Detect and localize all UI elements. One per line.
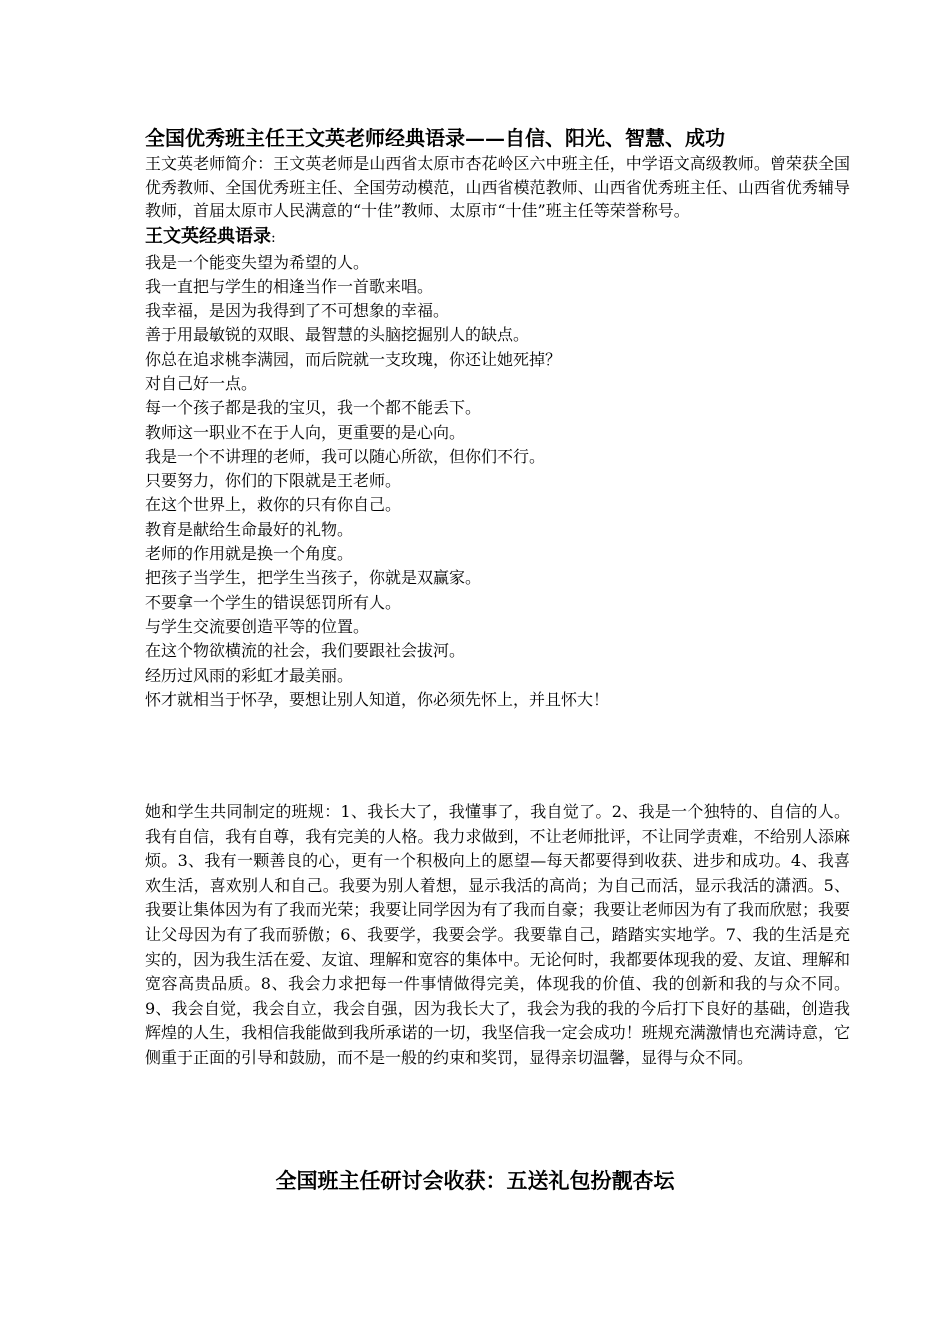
article-top-section: [145, 124, 850, 712]
quote-item: 我是一个能变失望为希望的人。: [145, 252, 370, 272]
quote-item: 只要努力，你们的下限就是王老师。: [145, 471, 402, 491]
quote-item: 在这个物欲横流的社会，我们要跟社会拔河。: [145, 641, 466, 661]
quote-item: 教师这一职业不在于人向，更重要的是心向。: [145, 422, 466, 442]
quote-item: 我是一个不讲理的老师，我可以随心所欲，但你们不行。: [145, 446, 546, 466]
class-rules-paragraph: 她和学生共同制定的班规：1、我长大了，我懂事了，我自觉了。2、我是一个独特的、自信的人。我有自信，我有自尊，我有完美的人格。我力求做到，不让老师批评，不让同学责难，不给别人添麻烦。3、我有一颗善良的心，更有一个积极向上的愿望—每天都要得到收获、进步和成功。4、我喜欢生活，喜欢别人和自己。我要为别人着想，显示我活的高尚；为自己而活，显示我活的潇洒。5、我要让集体因为有了我而光荣；我要让同学因为有了我而自豪；我要让老师因为有了我而欣慰；我要让父母因为有了我而骄傲；6、我要学，我要会学。我要靠自己，踏踏实实地学。7、我的生活是充实的，因为我生活在爱、友谊、理解和宽容的集体中。无论何时，我都要体现我的爱、友谊、理解和宽容高贵品质。8、我会力求把每一件事情做得完美，体现我的价值、我的创新和我的与众不同。9、我会自觉，我会自立，我会自强，因为我长大了，我会为我的我的今后打下良好的基础，创造我辉煌的人生，我相信我能做到我所承诺的一切，我坚信我一定会成功！班规充满激情也充满诗意，它侧重于正面的引导和鼓励，而不是一般的约束和奖罚，显得亲切温馨，显得与众不同。: [145, 802, 850, 1067]
quote-item: 善于用最敏锐的双眼、最智慧的头脑挖掘别人的缺点。: [145, 325, 530, 345]
quote-item: 把孩子当学生，把学生当孩子，你就是双赢家。: [145, 568, 482, 588]
teacher-intro-paragraph: 王文英老师简介：王文英老师是山西省太原市杏花岭区六中班主任，中学语文高级教师。曾荣获全国优秀教师、全国优秀班主任、全国劳动模范，山西省模范教师、山西省优秀班主任、山西省优秀辅导教师，首届太原市人民满意的“十佳”教师、太原市“十佳”班主任等荣誉称号。: [145, 154, 850, 220]
quote-item: 你总在追求桃李满园，而后院就一支玫瑰，你还让她死掉？: [145, 349, 562, 369]
quote-item: 我幸福，是因为我得到了不可想象的幸福。: [145, 301, 450, 321]
quotes-heading-label: 王文英经典语录: [145, 225, 271, 247]
quote-item: 每一个孩子都是我的宝贝，我一个都不能丢下。: [145, 398, 482, 418]
quote-item: 我一直把与学生的相逢当作一首歌来唱。: [145, 276, 434, 296]
quote-item: 经历过风雨的彩虹才最美丽。: [145, 665, 354, 685]
quotes-list: [145, 251, 850, 713]
quote-item: 在这个世界上，救你的只有你自己。: [145, 495, 402, 515]
quote-item: 教育是献给生命最好的礼物。: [145, 519, 354, 539]
quotes-heading-colon: :: [271, 229, 276, 246]
quote-item: 老师的作用就是换一个角度。: [145, 544, 354, 564]
article-title: 全国优秀班主任王文英老师经典语录——自信、阳光、智慧、成功: [145, 126, 725, 150]
quote-item: 不要拿一个学生的错误惩罚所有人。: [145, 592, 402, 612]
section-subtitle: 全国班主任研讨会收获：五送礼包扮靓杏坛: [275, 1168, 675, 1193]
quotes-heading: [145, 224, 850, 251]
quote-item: 与学生交流要创造平等的位置。: [145, 616, 370, 636]
quote-item: 怀才就相当于怀孕，要想让别人知道，你必须先怀上，并且怀大！: [145, 689, 610, 709]
quote-item: 对自己好一点。: [145, 373, 258, 393]
